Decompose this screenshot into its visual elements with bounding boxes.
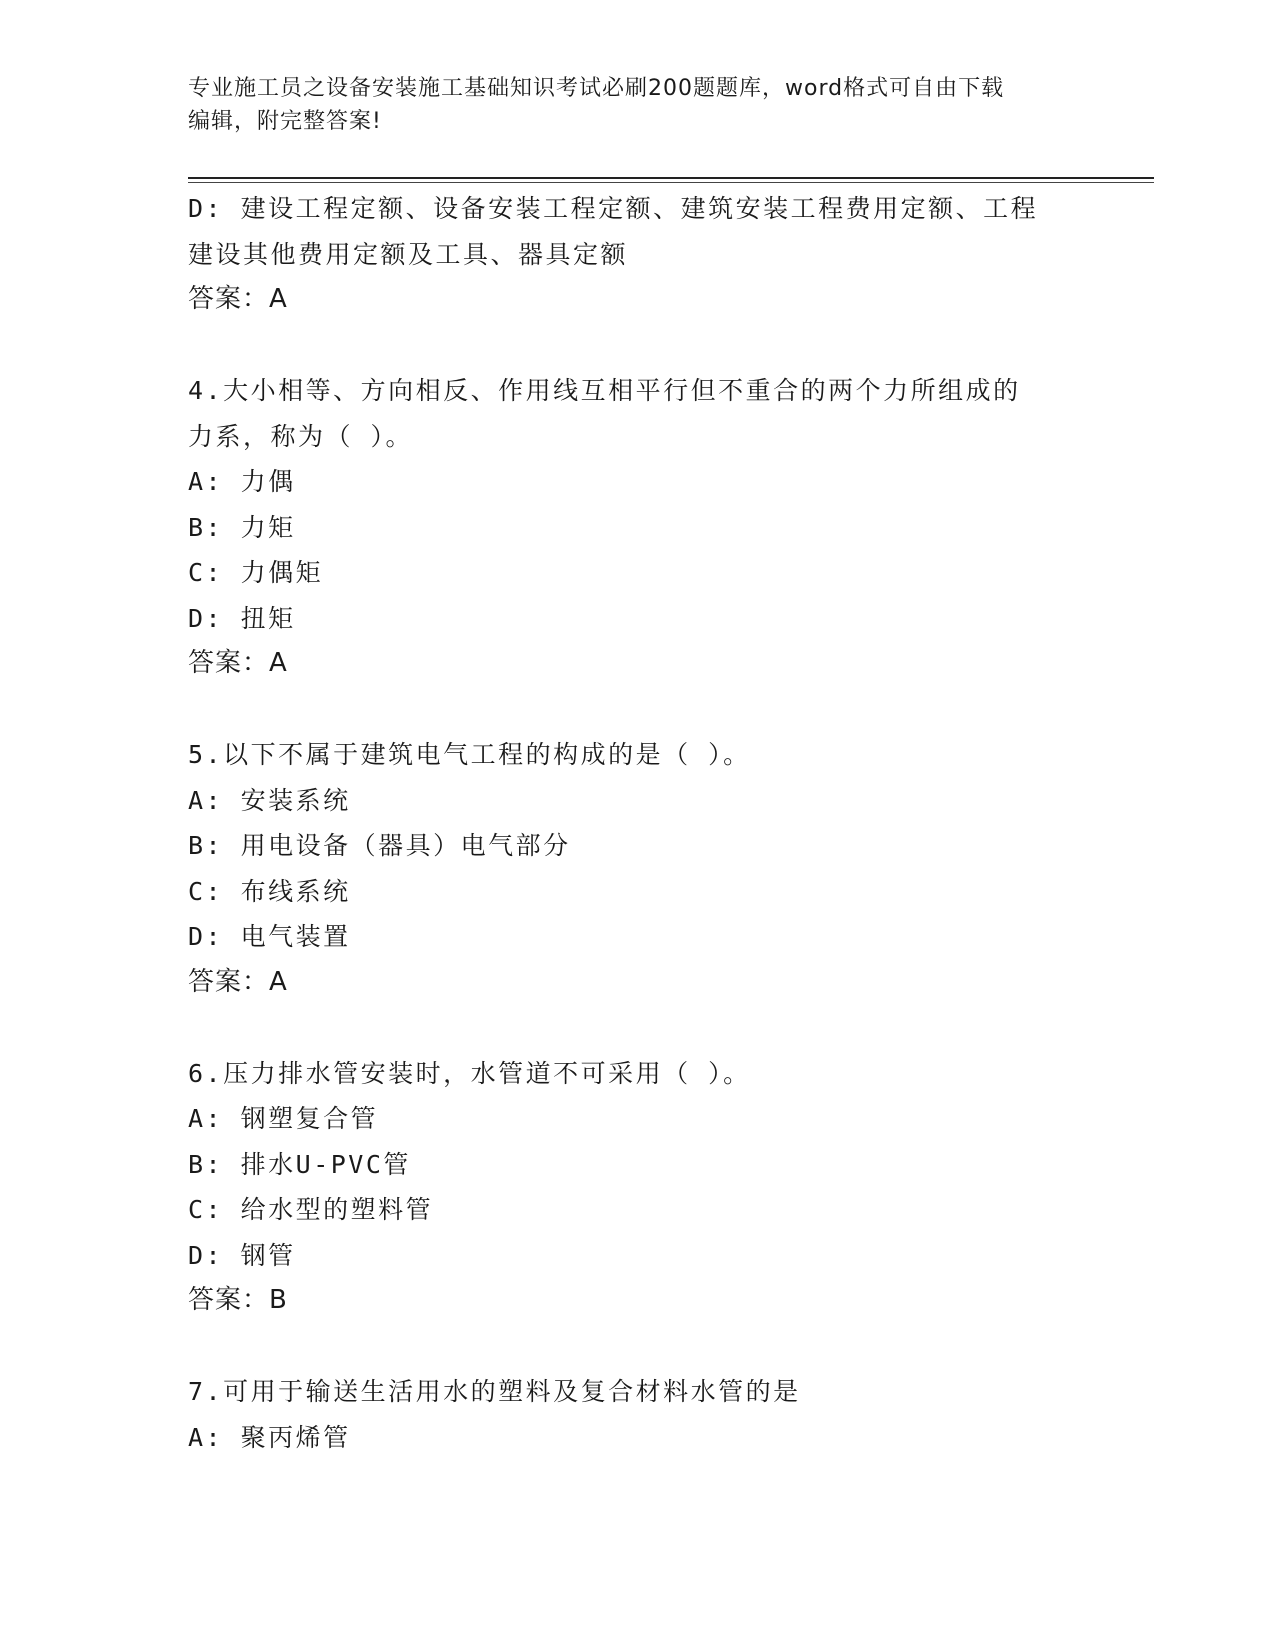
option-c: C: 力偶矩 — [188, 558, 324, 587]
question-stem-continued: 力系，称为（ ）。 — [188, 421, 414, 451]
question-stem: 7.可用于输送生活用水的塑料及复合材料水管的是 — [188, 1377, 801, 1406]
header-divider-thin — [188, 182, 1154, 183]
option-b: B: 力矩 — [188, 512, 296, 542]
option-c: C: 布线系统 — [188, 876, 351, 906]
answer-line: 答案：B — [188, 1285, 288, 1315]
option-d: D: 扭矩 — [188, 603, 296, 633]
spacer — [188, 1005, 1088, 1051]
header-divider-thick — [188, 177, 1154, 179]
question-list — [188, 186, 1088, 1460]
option-b: B: 用电设备（器具）电气部分 — [188, 831, 571, 860]
option-c: C: 给水型的塑料管 — [188, 1195, 434, 1224]
question-5 — [188, 732, 1088, 1005]
question-stem: 4.大小相等、方向相反、作用线互相平行但不重合的两个力所组成的 — [188, 376, 1021, 405]
option-a: A: 聚丙烯管 — [188, 1422, 351, 1452]
question-stem: 5.以下不属于建筑电气工程的构成的是（ ）。 — [188, 740, 751, 769]
spacer — [188, 323, 1088, 369]
question-7 — [188, 1369, 1088, 1460]
option-d-continued: 建设其他费用定额及工具、器具定额 — [188, 239, 629, 269]
option-d: D: 钢管 — [188, 1240, 296, 1270]
option-b: B: 排水U-PVC管 — [188, 1149, 411, 1179]
question-6 — [188, 1051, 1088, 1324]
answer-line: 答案：A — [188, 648, 288, 678]
question-stem: 6.压力排水管安装时，水管道不可采用（ ）。 — [188, 1058, 751, 1088]
option-a: A: 安装系统 — [188, 785, 351, 815]
question-4 — [188, 368, 1088, 687]
spacer — [188, 687, 1088, 733]
option-a: A: 力偶 — [188, 467, 296, 496]
header-title-line-1: 专业施工员之设备安装施工基础知识考试必刷200题题库，word格式可自由下载 — [188, 76, 1005, 101]
header-title-line-2: 编辑，附完整答案! — [188, 109, 382, 134]
answer-line: 答案：A — [188, 966, 288, 997]
option-a: A: 钢塑复合管 — [188, 1104, 379, 1133]
document-header — [188, 72, 1088, 138]
option-d: D: 建设工程定额、设备安装工程定额、建筑安装工程费用定额、工程 — [188, 194, 1039, 223]
question-3-tail — [188, 186, 1088, 323]
spacer — [188, 1324, 1088, 1370]
option-d: D: 电气装置 — [188, 922, 351, 951]
answer-line: 答案：A — [188, 284, 288, 314]
